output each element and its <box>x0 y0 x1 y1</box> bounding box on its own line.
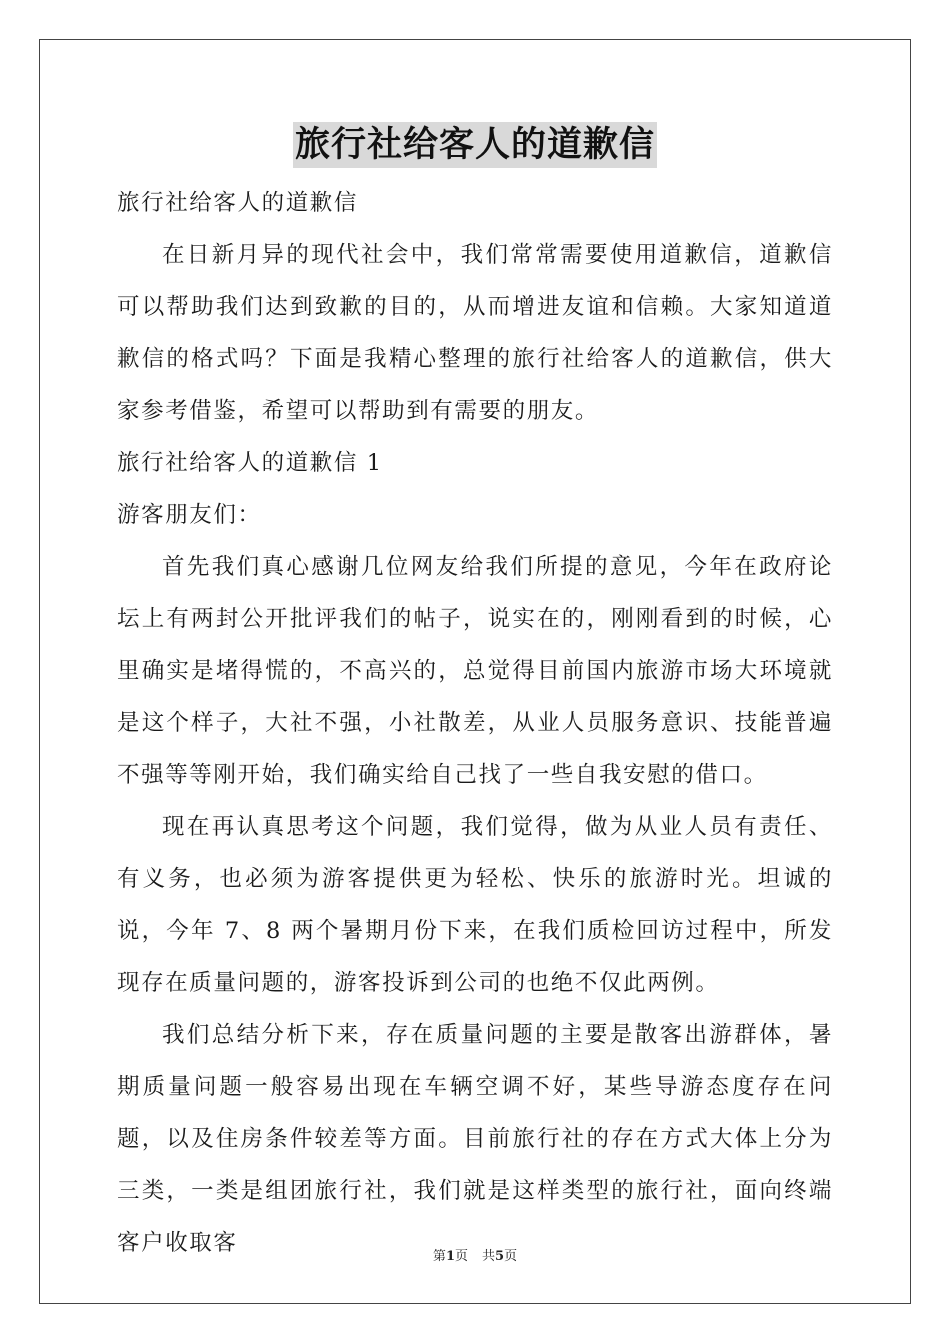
paragraph-section-heading: 旅行社给客人的道歉信 1 <box>117 450 383 476</box>
paragraph-salutation: 游客朋友们： <box>117 502 262 528</box>
paragraph-body-1: 首先我们真心感谢几位网友给我们所提的意见，今年在政府论坛上有两封公开批评我们的帖子，说实在的，刚刚看到的时候，心里确实是堵得慌的，不高兴的，总觉得目前国内旅游市场大环境就是这个样子，大社不强，小社散差，从业人员服务意识、技能普遍不强等等刚开始，我们确实给自己找了一些自我安慰的借口。 <box>117 554 833 788</box>
page-current: 1 <box>445 1249 455 1264</box>
paragraph-intro: 在日新月异的现代社会中，我们常常需要使用道歉信，道歉信可以帮助我们达到致歉的目的，从而增进友谊和信赖。大家知道道歉信的格式吗？下面是我精心整理的旅行社给客人的道歉信，供大家参考借鉴，希望可以帮助到有需要的朋友。 <box>117 242 833 424</box>
paragraph-body-3: 我们总结分析下来，存在质量问题的主要是散客出游群体，暑期质量问题一般容易出现在车辆空调不好，某些导游态度存在问题，以及住房条件较差等方面。目前旅行社的存在方式大体上分为三类，一类是组团旅行社，我们就是这样类型的旅行社，面向终端客户收取客 <box>117 1022 833 1256</box>
paragraph-subtitle: 旅行社给客人的道歉信 <box>117 190 359 216</box>
page-unit: 页 <box>454 1249 468 1264</box>
total-prefix: 共 <box>482 1249 496 1264</box>
document-body <box>117 177 833 1269</box>
total-unit: 页 <box>504 1249 518 1264</box>
document-title: 旅行社给客人的道歉信 <box>293 122 657 168</box>
page-footer <box>0 1245 950 1264</box>
page-prefix: 第 <box>432 1249 446 1264</box>
page-total: 5 <box>495 1249 505 1264</box>
title-container <box>0 122 950 168</box>
paragraph-body-2: 现在再认真思考这个问题，我们觉得，做为从业人员有责任、有义务，也必须为游客提供更为轻松、快乐的旅游时光。坦诚的说，今年 7、8 两个暑期月份下来，在我们质检回访过程中，所发现存在质量问题的，游客投诉到公司的也绝不仅此两例。 <box>117 814 833 996</box>
